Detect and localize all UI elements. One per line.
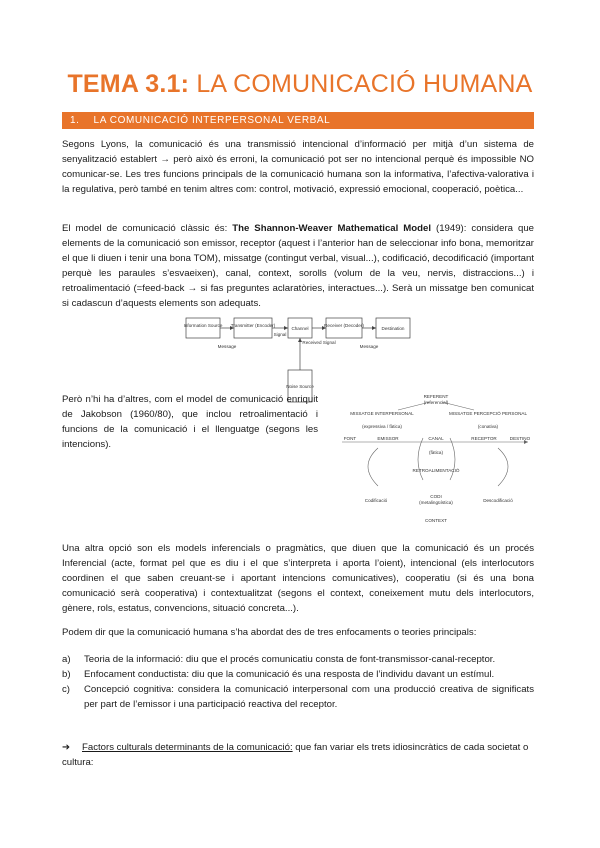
list-item [62,653,534,668]
right-box-label: MISSATGE PERCEPCIÓ PERSONAL [448,411,528,416]
paragraph-jakobson: Però n’hi ha d’altres, com el model de comunicació enriquit de Jakobson (1960/80), que inclou retroalimentació i funcions de la comunicació i el llenguatge (segons les intencions). [62,394,318,450]
emissor-label: EMISSOR [377,436,399,441]
context-label: CONTEXT [425,518,447,523]
channel-label: Channel [291,326,309,331]
title-rest: LA COMUNICACIÓ HUMANA [189,70,533,98]
paragraph-approaches: Podem dir que la comunicació humana s’ha abordat des de tres enfocaments o teories principals: [62,627,477,638]
jakobson-diagram [338,388,534,528]
codificacio-label: Codificació [364,498,388,503]
list-marker: b) [62,668,71,680]
signal-label: Signal [273,332,287,337]
receiver-box [326,318,362,338]
shannon-rest: (1949): considera que elements de la comunicació son emissor, receptor (aquest i l’anterior han de seleccionar info bona, memoritzar el que li diuen i tenir una bona TOM), missatge (contingut verbal, visual...), codificació, decodificació (important perquè les paraules s’esvaeixen), canal, context, sorolls (volum de la veu, nervis, distraccions...) i retroalimentació (=feed-back → si fas preguntes aclaratòries, interactues...). Serà un missatge ben comunicat si cadascun d’aquests elements son adequats. [62,223,535,309]
page-title [0,70,600,99]
destino-label: DESTINO [509,436,531,441]
section-number: 1. [70,115,80,126]
list-marker: a) [62,654,71,665]
referent-label: REFERENT [423,394,449,399]
paragraph-lyons: Segons Lyons, la comunicació és una transmissió intencional d’informació per mitjà d’un sistema de senyalització establert → però això és erroni, la comunicació pot ser no intencional perquè és impossible NO comunicar-se. Les tres funcions principals de la comunicació humana son la informativa, l’afectiva-valorativa i la regulativa, però també en tenim altres com: control, motivació, expressió emocional, cooperació, poètica... [62,139,534,195]
message-left-label: Message [217,344,237,349]
list-text: Teoria de la informació: diu que el procés comunicatiu consta de font-transmissor-canal-receptor. [84,654,496,665]
received-signal-label: Received Signal [302,340,336,345]
font-label: FONT [343,436,357,441]
arrow-icon: ➔ [62,742,71,753]
title-bold: TEMA 3.1: [67,70,190,98]
descodificacio-label: Descodificació [483,498,513,503]
destination-label: Destination [381,326,405,331]
codi-sub: (metalingüística) [419,500,453,505]
referent-sub: (referencial) [423,400,449,405]
codi-label: CODI [430,494,442,499]
paragraph-inferential: Una altra opció son els models inferencials o pragmàtics, que diuen que la comunicació és un procés Inferencial (acte, format pel que es diu i el que s’interpreta i aporta l’oient), intencional (els interlocutors coordinen el que saben creuant-se i aportant intencions comunicatives), cooperatiu (si és una bona comunicació serà cooperativa) i contextualitzat (segons el context, coneixement mutu dels interlocutors, gènere, rols, estatus, convencions, situació concreta...). [62,543,534,614]
canal-label: CANAL [428,436,444,441]
source-box [186,318,220,338]
list-marker: c) [62,683,70,695]
right-box-sub: (conativa) [477,424,499,429]
cultural-factors-item [62,741,534,771]
cultural-factors-heading: Factors culturals determinants de la comunicació: [82,742,293,753]
jakobson-svg [338,388,534,528]
section-heading [62,112,534,129]
approaches-list [62,653,534,713]
source-label: Information Source [183,323,223,328]
shannon-model-name: The Shannon-Weaver Mathematical Model [232,223,431,234]
noise-label: Noise Source [286,384,314,389]
transmitter-box [234,318,272,338]
list-text: Concepció cognitiva: considera la comunicació interpersonal com una producció creativa de significats per part de l’emissor i una participació reactiva del receptor. [84,683,534,710]
left-box-label: MISSATGE INTERPERSONAL [350,411,414,416]
left-box-sub: (expressiva / fàtica) [362,424,402,429]
feedback-label: RETROALIMENTACIÓ [412,468,460,473]
receiver-label: Receiver (Decoder) [324,323,364,328]
paragraph-shannon [62,222,534,311]
transmitter-label: Transmitter (Encoder) [230,323,276,328]
list-text: Enfocament conductista: diu que la comunicació és una resposta de l’individu davant un estímul. [84,668,495,680]
message-right-label: Message [359,344,379,349]
list-item [62,668,534,683]
cultural-factors-text: que fan variar els trets idiosincràtics de cada societat o cultura: [62,742,529,768]
list-item [62,683,534,713]
receptor-label: RECEPTOR [471,436,497,441]
shannon-intro: El model de comunicació clàssic és: [62,223,233,234]
section-label: LA COMUNICACIÓ INTERPERSONAL VERBAL [93,115,331,126]
center-sub: (fàtica) [428,450,444,455]
